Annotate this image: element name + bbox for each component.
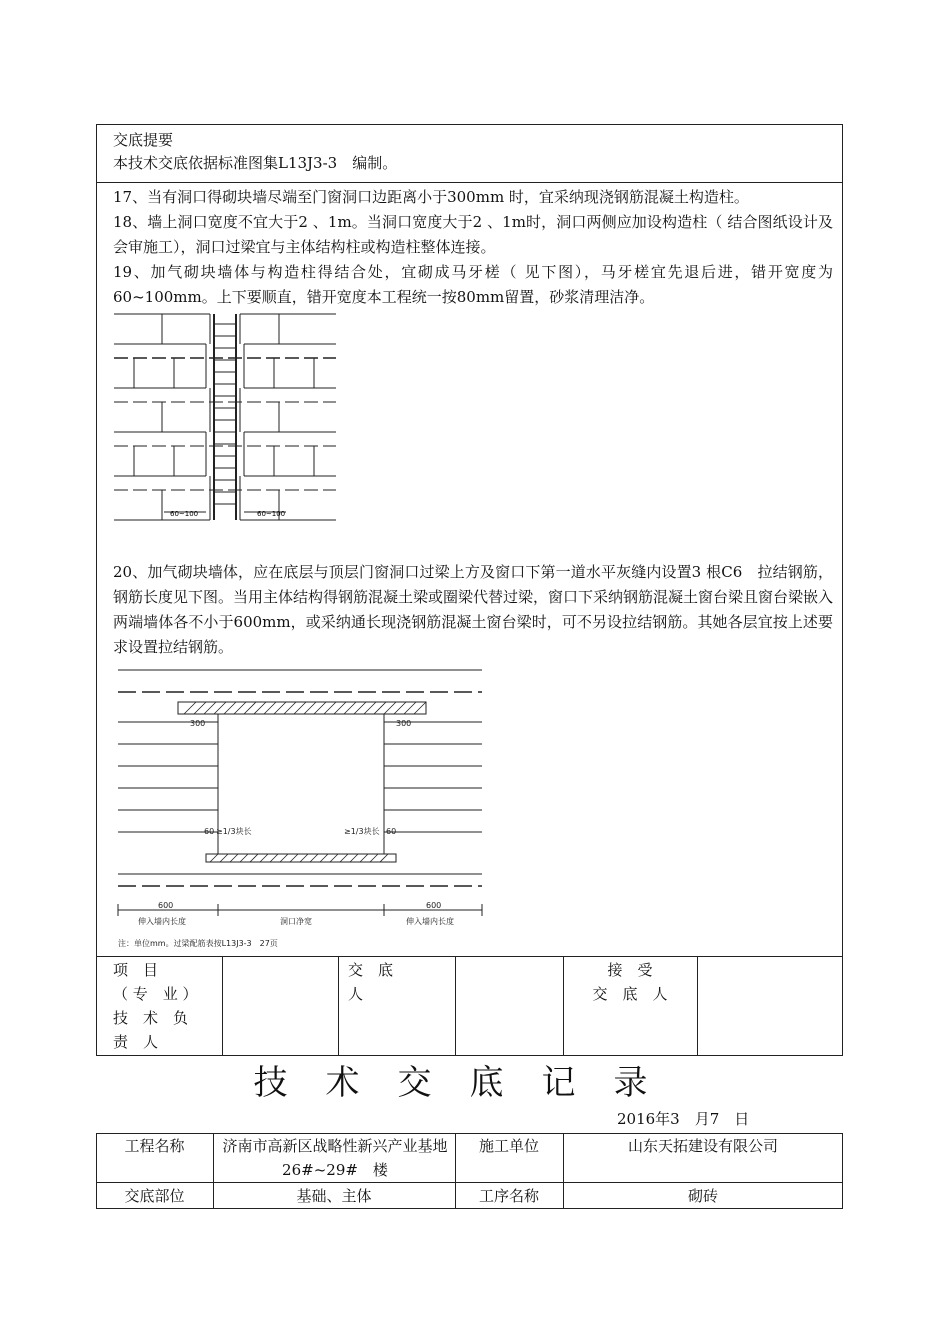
fig2-label-left: 伸入墙内长度 <box>138 917 186 926</box>
receiver-label: 接 受 交 底 人 <box>592 961 668 1003</box>
item-19: 19、加气砌块墙体与构造柱得结合处，宜砌成马牙槎（ 见下图），马牙槎宜先退后进，错开宽度为60~100mm。上下要顺直，错开宽度本工程统一按80mm留置，砂浆清理洁净。 <box>113 263 833 306</box>
fig2-dim-right-top: 300 <box>396 719 412 728</box>
cell-divider <box>222 956 223 1056</box>
cell-divider <box>563 956 564 1056</box>
divider <box>96 956 843 957</box>
fig1-left-label: 60~100 <box>170 510 199 518</box>
fig2-note: 注：单位mm。过梁配筋表按L13J3-3 27页 <box>118 939 278 948</box>
cell-divider <box>338 956 339 1056</box>
part-label: 交底部位 <box>124 1187 185 1205</box>
project-name-value: 济南市高新区战略性新兴产业基地26#~29# 楼 <box>222 1137 448 1179</box>
fig2-dim-bottom-left: 600 <box>158 901 174 910</box>
basis-text: 本技术交底依据标准图集L13J3-3 编制。 <box>113 154 398 172</box>
process-label: 工序名称 <box>478 1187 539 1205</box>
divider <box>96 182 843 183</box>
discloser-label: 交 底 人 <box>348 961 394 1003</box>
fig2-dim-right-mid2: 60 <box>386 827 397 836</box>
row-divider <box>96 1182 843 1183</box>
opening-tie-bar-figure <box>114 664 490 954</box>
fig2-dim-left-mid: 60 <box>204 827 215 836</box>
unit-label: 施工单位 <box>478 1137 539 1155</box>
item-17: 17、当有洞口得砌块墙尽端至门窗洞口边距离小于300mm 时，宜采纳现浇钢筋混凝土构造柱。 <box>113 188 749 206</box>
project-name-label: 工程名称 <box>124 1137 185 1155</box>
item-20: 20、加气砌块墙体，应在底层与顶层门窗洞口过梁上方及窗口下第一道水平灰缝内设置3 根C6 拉结钢筋，钢筋长度见下图。当用主体结构得钢筋混凝土梁或圈梁代替过梁，窗口下采纳钢筋混凝土窗台梁且窗台梁嵌入两端墙体各不小于600mm，或采纳通长现浇钢筋混凝土窗台梁时，可不另设拉结钢筋。其她各层宜按上述要求设置拉结钢筋。 <box>113 563 834 656</box>
record-date: 2016年3 月7 日 <box>617 1110 750 1128</box>
fig2-label-right: 伸入墙内长度 <box>406 917 454 926</box>
part-value: 基础、主体 <box>296 1187 372 1205</box>
fig1-right-label: 60~100 <box>257 510 286 518</box>
record-title: 技术交底记录 <box>253 1063 686 1103</box>
toothed-joint-figure <box>114 312 340 530</box>
fig2-label-center: 洞口净宽 <box>280 917 312 926</box>
cell-divider <box>455 956 456 1056</box>
fig2-dim-left-mid2: ≥1/3块长 <box>216 827 252 836</box>
section-title: 交底提要 <box>113 131 174 149</box>
fig2-dim-bottom-right: 600 <box>426 901 442 910</box>
item-18: 18、墙上洞口宽度不宜大于2 、1m。当洞口宽度大于2 、1m时，洞口两侧应加设构造柱（ 结合图纸设计及会审施工），洞口过梁宜与主体结构柱或构造柱整体连接。 <box>113 213 833 256</box>
fig2-dim-left-top: 300 <box>190 719 206 728</box>
project-tech-lead-label: 项 目 （ 专 业 ） 技 术 负 责 人 <box>113 961 198 1051</box>
process-value: 砌砖 <box>687 1187 718 1205</box>
cell-divider <box>697 956 698 1056</box>
unit-value: 山东天拓建设有限公司 <box>627 1137 778 1155</box>
fig2-dim-right-mid: ≥1/3块长 <box>344 827 380 836</box>
